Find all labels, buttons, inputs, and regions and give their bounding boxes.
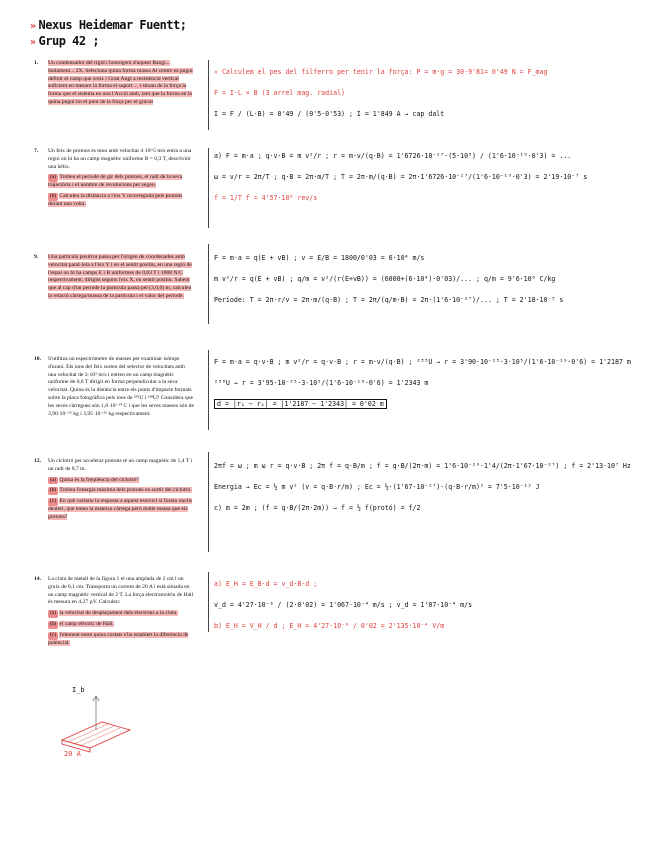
- problem-7-statement: 7. Un feix de protons es mou amb velocitat 4·10^5 m/s entra a una regió on hi ha un camp magnètic uniforme B = 0,3 T, descrivint una hèlix. (a) Trobeu el període de gir dels protons, el radi de la seva trajectòria i el nombre de revolucions per segon. (b) Calculeu la distància a l'eix Y recorreguda pels protons durant una volta.: [34, 148, 194, 209]
- answer-divider: [208, 572, 209, 632]
- problem-9-statement: 9. Una partícula positiva passa per l'origen de coordenades amb velocitat paral·lela a l'eix Y i en el sentit positiu, en una regió de l'espai on hi ha camps E i B uniformes de 0,03 T i 1800 N/C respectivament, dirigits segons l'eix X, en sentit positiu. Sabent que al cap d'un període la partícula passa pel (3,0,0) m, calculeu la relació càrrega/massa de la partícula i el valor del període.: [34, 254, 192, 299]
- answer-line: I = F / (L·B) = 0'49 / (0'5·0'53) ; I = 1'849 A → cap dalt: [214, 110, 445, 118]
- answer-line: F = m·a = q·v·B ; m v²/r = q·v·B ; r = m·v/(q·B) ; ²³⁵U → r = 3'90·10⁻²⁵·3·10⁵/(1'6·10⁻¹⁹·0'6) = 1'2187 m: [214, 358, 631, 366]
- answer-divider: [208, 350, 209, 430]
- answer-line: d = |r₁ − r₂| = |1'2187 − 1'2343| = 0'02 m: [214, 400, 644, 409]
- problem-10-answer: [214, 358, 644, 421]
- answer-line: » Calculem el pes del filferro per tenir la força: P = m·g = 30·9'81= 0'49 N = F_mag: [214, 68, 548, 76]
- student-name-line: » Nexus Heidemar Fuentt;: [30, 18, 187, 32]
- problem-10-statement: 10. S'utilitza un espectròmetre de masses per examinar isòtops d'urani. Els ions del feix surten del selector de velocitats amb una velocitat de 3·10⁵ m/s i entren en un camp magnètic uniforme de 0,6 T dirigit en forma perpendicular a la seva velocitat. Quina és la distància entre els punts d'impacte formats sobre la placa fotogràfica pels ions de ²³⁵U i ²³⁸U? Considera que les seves càrregues són 1,6·10⁻¹⁹ C i que les seves masses són de 3,90·10⁻²⁵ kg i 3,95·10⁻²⁵ kg respectivament.: [34, 356, 194, 417]
- figure-label-top: I_b: [72, 686, 85, 694]
- sub-question: (b) el camp elèctric de Hall.: [49, 620, 114, 627]
- problem-12-statement: 12. Un ciclotró per accelerar protons té un camp magnètic de 1,4 T i un radi de 0,7 m. (a) Quina és la freqüència del ciclotró? (b) Trobeu l'energia màxima dels protons en sortir del ciclotró. (c) En què variaria la resposta a aquest exercici si fossin nuclis deuteri, que tenen la mateixa càrrega però doble massa que els protons?: [34, 458, 193, 520]
- answer-line: 2πf = ω ; m ω r = q·v·B ; 2π f = q·B/m ; f = q·B/(2π·m) = 1'6·10⁻¹⁹·1'4/(2π·1'67·10⁻²⁷) ; f = 2'13·10⁷ Hz: [214, 462, 631, 470]
- problem-14-statement: 14. La cinta de metall de la figura 1 té una amplada de 2 cm i un gruix de 0,1 cm. Transporta un corrent de 20 A i està situada en un camp magnètic vertical de 2 T. La força electromotriu de Hall és mesura en 4,27 µV. Calculeu: (a) la velocitat de desplaçament dels electrons a la cinta. (b) el camp elèctric de Hall. (c) l'element entre quins costats s'ha establert la diferència de potencial.: [34, 576, 194, 646]
- answer-line: a) F = m·a ; q·v·B = m v²/r ; r = m·v/(q·B) = 1'6726·10⁻²⁷·(5·10⁵) / (1'6·10⁻¹⁹·0'3) = ...: [214, 152, 572, 160]
- sub-question: (b) Calculeu la distància a l'eix Y recorreguda pels protons durant una volta.: [48, 192, 183, 207]
- sub-question: (c) l'element entre quins costats s'ha establert la diferència de potencial.: [48, 631, 189, 646]
- answer-line: F = I·L × B (3 arrel mag. radial): [214, 89, 346, 97]
- answer-line: c) m = 2m ; (f = q·B/(2π·2m)) → f = ½ f(protó) = f/2: [214, 504, 421, 512]
- sub-question: (a) la velocitat de desplaçament dels electrons a la cinta.: [49, 610, 178, 617]
- problem-9-answer: [214, 254, 644, 317]
- answer-divider: [208, 452, 209, 552]
- answer-line: F = m·a = q(E + vB) ; v = E/B = 1800/0'03 = 6·10⁴ m/s: [214, 254, 425, 262]
- answer-line: f = 1/T f = 4'57·10⁶ rev/s: [214, 194, 318, 202]
- answer-line: a) E_H = E_B·d = v_d·B·d ;: [214, 580, 318, 588]
- answer-line: m v²/r = q(E + vB) ; q/m = v²/(r(E+vB)) = (6000+(6·10⁴)·0'03)/... ; q/m = 9'6·10⁶ C/kg: [214, 275, 556, 283]
- answer-line: b) E_H = V_H / d ; E_H = 4'27·10⁻⁶ / 0'02 = 2'135·10⁻⁴ V/m: [214, 622, 445, 630]
- answer-line: Energia → Ec = ½ m v² (v = q·B·r/m) ; Ec = ½·(1'67·10⁻²⁷)·(q·B·r/m)² = 7'5·10⁻¹² J: [214, 483, 540, 491]
- arrow-icon: »: [30, 21, 36, 32]
- arrow-icon: »: [30, 37, 36, 48]
- problem-14-answer: [214, 580, 644, 643]
- group-line: » Grup 42 ;: [30, 34, 100, 48]
- answer-line: v_d = 4'27·10⁻⁶ / (2·0'02) = 1'067·10⁻⁴ m/s ; v_d = 1'07·10⁻⁴ m/s: [214, 601, 473, 609]
- answer-line: ²³⁸U → r = 3'95·10⁻²⁵·3·10⁵/(1'6·10⁻¹⁹·0'6) = 1'2343 m: [214, 379, 429, 387]
- sub-question: (a) Quina és la freqüència del ciclotró?: [49, 476, 139, 483]
- answer-divider: [208, 244, 209, 324]
- metal-strip-figure: [56, 686, 136, 760]
- answer-line: ω = v/r = 2π/T ; q·B = 2π·m/T ; T = 2π·m/(q·B) = 2π·1'6726·10⁻²⁷/(1'6·10⁻¹⁹·0'3) = 2'19·10⁻⁷ s: [214, 173, 588, 181]
- answer-divider: [208, 148, 209, 228]
- problem-1-answer: [214, 68, 644, 131]
- problem-1-statement: 1. Un condensador del rigid i homogeni d'aquest Rangi... Isolament... 2X. Seleciona quina forma massa Al centre es pugui definir el camp que creix i Gran Angl a resistència vertical suficient en mesure la forma el suport ... i situau de la força la forma que el sistema en una l'Acció amb, tant que la forma en la quina pugui tot el punt de la força per el gravat: [34, 60, 193, 105]
- answer-line: Període: T = 2π·r/v = 2π·m/(q·B) ; T = 2π/(q/m·B) = 2π·(1'6·10⁻²⁷)/... ; T = 2'18·10⁻⁵ s: [214, 296, 564, 304]
- answer-divider: [208, 60, 209, 130]
- sub-question: (b) Trobeu l'energia màxima dels protons en sortir del ciclotró.: [49, 487, 192, 494]
- sub-question: (c) En què variaria la resposta a aquest exercici si fossin nuclis deuteri, que tenen la mateixa càrrega però doble massa que els protons?: [48, 498, 193, 520]
- problem-12-answer: [214, 462, 644, 525]
- figure-label-bottom: 20 A: [64, 750, 81, 758]
- problem-7-answer: [214, 152, 644, 215]
- sub-question: (a) Trobeu el període de gir dels protons, el radi de la seva trajectòria i el nombre de revolucions per segon.: [48, 174, 183, 189]
